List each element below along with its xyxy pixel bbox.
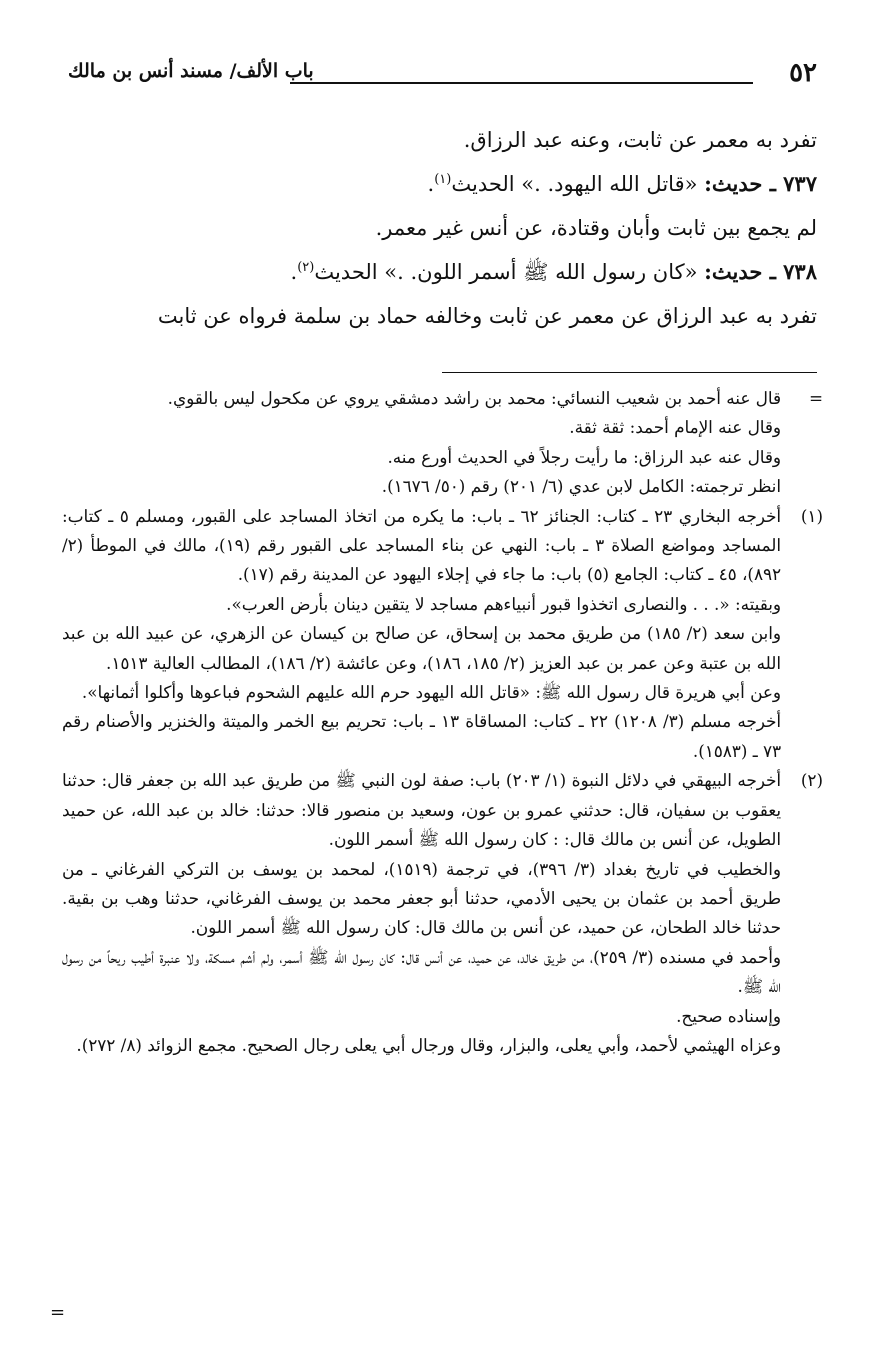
footnote-1 [62,502,823,767]
hadith-text: «كان رسول الله ﷺ أسمر اللون. .» الحديث [314,260,698,284]
page-header [68,56,817,92]
header-rule [290,82,753,84]
footnote-ref: (١) [434,172,452,187]
continued-mark: = [808,388,823,408]
page-number: ٥٢ [789,58,817,88]
footnote-paragraph: والخطيب في تاريخ بغداد (٣/ ٣٩٦)، في ترجمة (١٥١٩)، لمحمد بن يوسف بن التركي الفرغاني ـ من طريق أحمد بن عثمان بن يحيى الأدمي، حدثنا أبو جعفر محمد بن يوسف الفرغاني، حدثنا وهب بن بقية. حدثنا خالد الطحان، عن حميد، عن أنس بن مالك قال: كان رسول الله ﷺ أسمر اللون. [62,858,782,938]
hadith-text: «قاتل الله اليهود. .» الحديث [451,172,698,196]
footnote-paragraph: أخرجه مسلم (٣/ ١٢٠٨) ٢٢ ـ كتاب: المساقاة ١٣ ـ باب: تحريم بيع الخمر والميتة والخنزير والأصنام رقم ٧٣ ـ (١٥٨٣). [62,711,781,761]
footnote-continued [62,384,823,502]
footnote-mark: (١) [800,505,823,526]
footnote-paragraph: وابن سعد (٢/ ١٨٥) من طريق محمد بن إسحاق، عن صالح بن كيسان عن الزهري، عن عبيد الله بن عبد الله بن عتبة وعن عمر بن عبد العزيز (٢/ ١٨٥، ١٨٦)، وعن عائشة (٢/ ١٨٦)، المطالب العالية ١٥١٣. [62,623,781,673]
footnote-mark: (٢) [800,770,823,791]
footnote-paragraph: وأحمد في مسنده (٣/ ٢٥٩)، من طريق خالد، عن حميد، عن أنس قال: كان رسول الله ﷺ أسمر، ولم أشم مسكة، ولا عنبرة أطيب ريحاً من رسول الله ﷺ. [62,946,781,997]
main-line: تفرد به معمر عن ثابت، وعنه عبد الرزاق. [463,128,817,152]
footnote-paragraph: وبقيته: «. . . والنصارى اتخذوا قبور أنبياءهم مساجد لا يتقين دينان بأرض العرب». [226,593,781,614]
footnote-2 [62,766,823,1060]
hadith-737: ٧٣٧ ـ حديث: «قاتل الله اليهود. .» الحديث$^{(١)}$. [427,171,817,196]
footnote-separator [442,372,817,373]
hadith-number: ٧٣٨ ـ حديث: [704,259,817,284]
main-line: لم يجمع بين ثابت وأبان وقتادة، عن أنس غير معمر. [375,216,817,240]
continues-mark: = [50,1302,66,1323]
hadith-number: ٧٣٧ ـ حديث: [704,171,817,196]
footnote-paragraph: وعزاه الهيثمي لأحمد، وأبي يعلى، والبزار، وقال ورجال أبي يعلى رجال الصحيح. مجمع الزوائد (٨/ ٢٧٢). [76,1034,781,1055]
footnote-paragraph: أخرجه البخاري ٢٣ ـ كتاب: الجنائز ٦٢ ـ باب: ما يكره من اتخاذ المساجد على القبور، ومسلم ٥ ـ كتاب: المساجد ومواضع الصلاة ٣ ـ باب: النهي عن بناء المساجد على القبور رقم (١٩)، مالك في الموطأ (٢/ ٨٩٢)، ٤٥ ـ كتاب: الجامع (٥) باب: ما جاء في إجلاء اليهود عن المدينة رقم (١٧). [62,505,782,585]
main-line: تفرد به عبد الرزاق عن معمر عن ثابت وخالفه حماد بن سلمة فرواه عن ثابت [157,304,817,328]
footnote-ref: (٢) [297,260,315,275]
hadith-738: ٧٣٨ ـ حديث: «كان رسول الله ﷺ أسمر اللون. .» الحديث$^{(٢)}$. [290,259,817,284]
footnote-paragraph: وقال عنه عبد الرزاق: ما رأيت رجلاً في الحديث أورع منه. [387,446,781,467]
footnote-paragraph: وقال عنه الإمام أحمد: ثقة ثقة. [569,417,781,438]
footnotes [62,384,823,1060]
main-text [68,118,817,338]
footnote-paragraph: أخرجه البيهقي في دلائل النبوة (١/ ٢٠٣) باب: صفة لون النبي ﷺ من طريق عبد الله بن جعفر قال: حدثنا يعقوب بن سفيان، قال: حدثني عمرو بن عون، وسعيد بن منصور قالا: حدثنا: خالد بن عبد الله، عن حميد الطويل، عن أنس بن مالك قال: : كان رسول الله ﷺ أسمر اللون. [62,770,781,850]
running-title: باب الألف/ مسند أنس بن مالك [68,60,314,82]
footnote-paragraph: وإسناده صحيح. [676,1005,781,1026]
footnote-paragraph: انظر ترجمته: الكامل لابن عدي (٦/ ٢٠١) رقم (٥٠/ ١٦٧٦). [381,476,781,497]
footnote-paragraph: وعن أبي هريرة قال رسول الله ﷺ: «قاتل الله اليهود حرم الله عليهم الشحوم فباعوها وأكلوا أثمانها». [81,682,781,703]
footnote-paragraph: قال عنه أحمد بن شعيب النسائي: محمد بن راشد دمشقي يروي عن مكحول ليس بالقوي. [167,388,781,408]
